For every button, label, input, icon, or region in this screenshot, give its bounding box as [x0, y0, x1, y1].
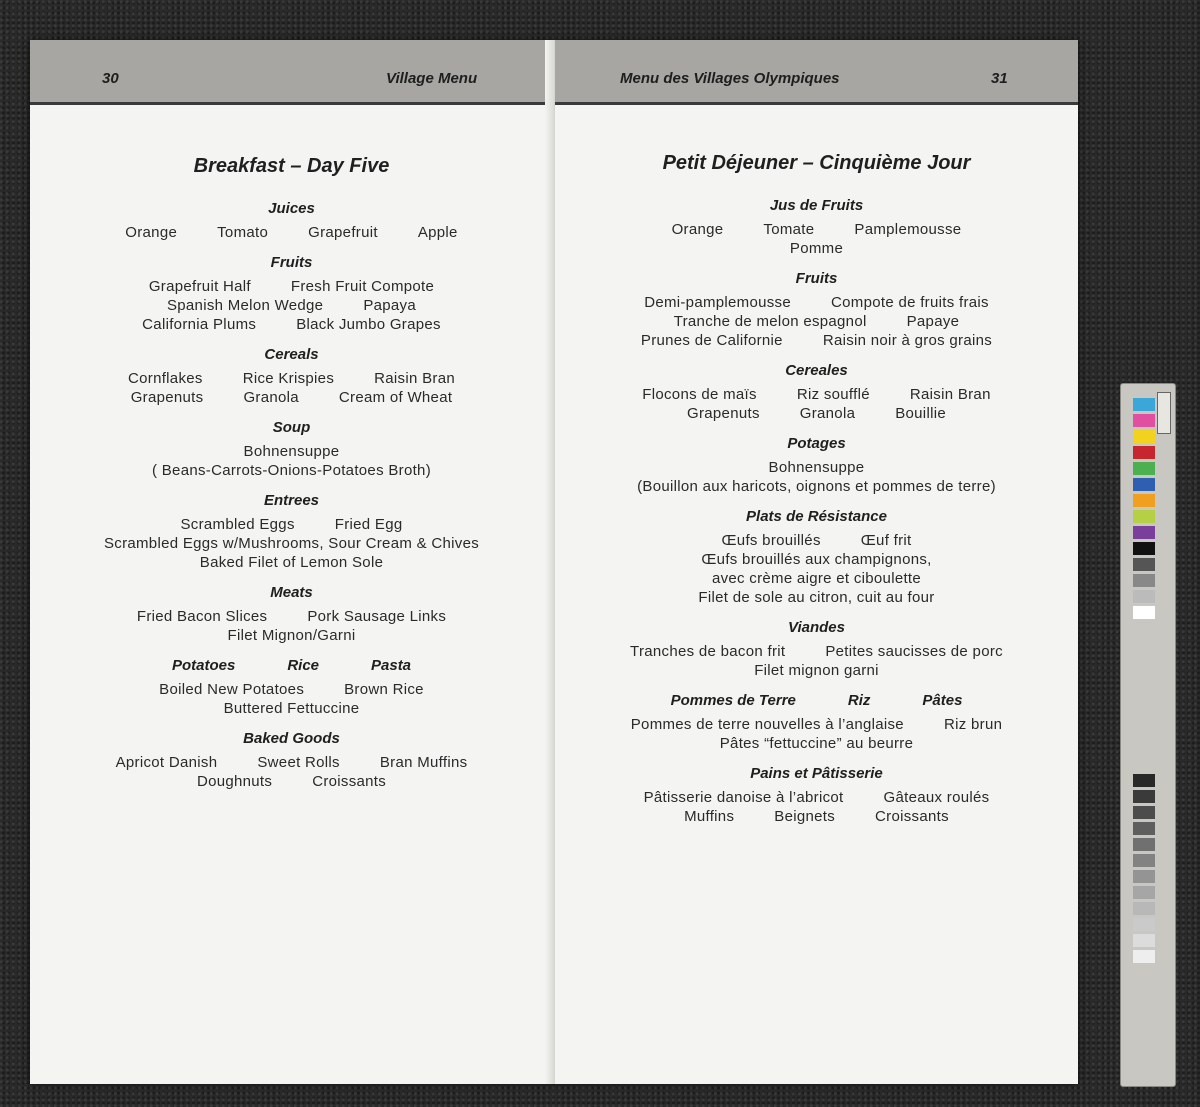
menu-section	[555, 362, 1078, 423]
right-header-band	[555, 40, 1078, 105]
menu-row	[555, 385, 1078, 404]
menu-section	[30, 200, 553, 242]
color-swatch	[1133, 462, 1155, 475]
section-heading: Potages	[787, 435, 846, 452]
menu-item: Bouillie	[895, 405, 946, 422]
menu-section	[555, 197, 1078, 258]
section-heading: Pâtes	[922, 692, 963, 709]
color-swatch	[1133, 478, 1155, 491]
menu-row	[555, 807, 1078, 826]
color-swatch	[1133, 590, 1155, 603]
left-menu-title: Breakfast – Day Five	[193, 155, 390, 177]
menu-item: Buttered Fettuccine	[223, 700, 360, 717]
menu-item: Œuf frit	[860, 532, 912, 549]
menu-item: Filet mignon garni	[754, 662, 879, 679]
color-swatch	[1133, 510, 1155, 523]
section-heading: Fruits	[270, 254, 313, 271]
menu-item: Filet Mignon/Garni	[227, 627, 356, 644]
right-page-number: 31	[991, 70, 1008, 87]
section-heading: Pommes de Terre	[670, 692, 796, 709]
menu-row	[30, 772, 553, 791]
menu-item: Sweet Rolls	[257, 754, 340, 771]
gray-swatch	[1133, 806, 1155, 819]
color-swatch	[1133, 558, 1155, 571]
color-swatch	[1133, 494, 1155, 507]
menu-row	[555, 661, 1078, 680]
menu-item: Grapefruit	[308, 224, 378, 241]
left-page-number: 30	[102, 70, 119, 87]
gray-swatch	[1133, 790, 1155, 803]
menu-section	[555, 435, 1078, 496]
right-menu-title: Petit Déjeuner – Cinquième Jour	[662, 152, 971, 174]
gray-swatch	[1133, 918, 1155, 931]
section-heading: Baked Goods	[243, 730, 340, 747]
menu-row	[555, 477, 1078, 496]
menu-item: Croissants	[875, 808, 949, 825]
menu-item: Demi-pamplemousse	[644, 294, 792, 311]
color-swatch	[1133, 398, 1155, 411]
menu-section	[30, 254, 553, 334]
menu-item: Cornflakes	[128, 370, 203, 387]
card-label	[1157, 392, 1171, 434]
menu-row	[555, 220, 1078, 239]
menu-item: Scrambled Eggs	[180, 516, 295, 533]
menu-row	[30, 626, 553, 645]
menu-item: Bran Muffins	[379, 754, 468, 771]
section-heading: Potatoes	[171, 657, 236, 674]
menu-row	[555, 588, 1078, 607]
menu-item: Petites saucisses de porc	[825, 643, 1003, 660]
section-heading: Rice	[287, 657, 319, 674]
gray-swatch	[1133, 934, 1155, 947]
menu-item: Raisin noir à gros grains	[822, 332, 993, 349]
menu-item: Beignets	[774, 808, 836, 825]
gray-swatch	[1133, 902, 1155, 915]
menu-row	[30, 553, 553, 572]
gray-swatch	[1133, 838, 1155, 851]
menu-item: Pomme	[789, 240, 844, 257]
menu-item: Fried Egg	[334, 516, 403, 533]
menu-row	[555, 239, 1078, 258]
section-heading: Pasta	[371, 657, 412, 674]
menu-section	[555, 508, 1078, 607]
menu-section	[30, 584, 553, 645]
menu-item: avec crème aigre et ciboulette	[711, 570, 922, 587]
left-header-band	[30, 40, 553, 105]
menu-item: Boiled New Potatoes	[159, 681, 305, 698]
menu-row	[30, 534, 553, 553]
menu-item: Muffins	[684, 808, 735, 825]
menu-row	[30, 369, 553, 388]
menu-row	[30, 607, 553, 626]
menu-row	[555, 550, 1078, 569]
gray-swatch	[1133, 774, 1155, 787]
menu-item: Apple	[417, 224, 458, 241]
menu-item: Pâtes “fettuccine” au beurre	[719, 735, 914, 752]
color-swatch	[1133, 526, 1155, 539]
menu-item: Tomato	[217, 224, 269, 241]
menu-item: Granola	[243, 389, 299, 406]
menu-item: Gâteaux roulés	[883, 789, 990, 806]
menu-row	[30, 388, 553, 407]
color-swatch	[1133, 542, 1155, 555]
menu-row	[555, 788, 1078, 807]
menu-item: Grapefruit Half	[148, 278, 251, 295]
menu-row	[555, 569, 1078, 588]
menu-item: California Plums	[142, 316, 257, 333]
menu-item: Pamplemousse	[854, 221, 962, 238]
gray-swatch	[1133, 886, 1155, 899]
menu-section	[30, 346, 553, 407]
menu-item: Flocons de maïs	[642, 386, 757, 403]
section-heading: Plats de Résistance	[746, 508, 887, 525]
color-calibration-card	[1120, 383, 1176, 1087]
menu-item: Pork Sausage Links	[307, 608, 447, 625]
menu-row	[555, 531, 1078, 550]
menu-item: Raisin Bran	[374, 370, 455, 387]
menu-item: Tranche de melon espagnol	[673, 313, 867, 330]
section-heading: Jus de Fruits	[769, 197, 864, 214]
right-page	[555, 40, 1078, 1084]
section-headings	[30, 657, 553, 674]
menu-row	[555, 458, 1078, 477]
menu-item: Prunes de Californie	[640, 332, 783, 349]
section-heading: Pains et Pâtisserie	[750, 765, 883, 782]
menu-row	[30, 277, 553, 296]
menu-item: Rice Krispies	[242, 370, 335, 387]
menu-item: Granola	[799, 405, 856, 422]
menu-row	[555, 331, 1078, 350]
left-menu-content	[30, 155, 553, 801]
menu-item: Croissants	[312, 773, 387, 790]
section-heading: Meats	[270, 584, 313, 601]
menu-section	[30, 492, 553, 572]
menu-item: Œufs brouillés aux champignons,	[701, 551, 932, 568]
menu-section	[555, 270, 1078, 350]
section-heading: Entrees	[263, 492, 320, 509]
menu-row	[555, 715, 1078, 734]
color-swatch	[1133, 606, 1155, 619]
open-booklet	[30, 40, 1078, 1084]
menu-row	[555, 293, 1078, 312]
gray-swatch	[1133, 822, 1155, 835]
left-page	[30, 40, 554, 1084]
menu-item: Papaye	[906, 313, 960, 330]
menu-row	[555, 734, 1078, 753]
menu-row	[30, 223, 553, 242]
menu-row	[30, 699, 553, 718]
color-swatch	[1133, 430, 1155, 443]
section-heading: Cereals	[264, 346, 319, 363]
menu-row	[30, 515, 553, 534]
menu-item: Pâtisserie danoise à l’abricot	[643, 789, 844, 806]
section-headings	[555, 692, 1078, 709]
menu-item: Orange	[671, 221, 724, 238]
right-menu-content	[555, 152, 1078, 836]
baked-goods-section	[555, 765, 1078, 826]
menu-row	[30, 753, 553, 772]
menu-item: Cream of Wheat	[338, 389, 453, 406]
menu-item: Papaya	[363, 297, 417, 314]
menu-item: Scrambled Eggs w/Mushrooms, Sour Cream & Chives	[103, 535, 480, 552]
menu-row	[555, 642, 1078, 661]
menu-item: Fresh Fruit Compote	[290, 278, 435, 295]
menu-row	[30, 442, 553, 461]
potatoes-rice-pasta-section	[555, 692, 1078, 753]
section-heading: Juices	[268, 200, 315, 217]
menu-item: Compote de fruits frais	[831, 294, 989, 311]
section-heading: Fruits	[795, 270, 838, 287]
color-swatch	[1133, 414, 1155, 427]
menu-item: Bohnensuppe	[768, 459, 865, 476]
menu-item: Black Jumbo Grapes	[296, 316, 441, 333]
gray-swatch	[1133, 950, 1155, 963]
menu-row	[30, 680, 553, 699]
menu-item: Spanish Melon Wedge	[166, 297, 324, 314]
gray-swatch	[1133, 870, 1155, 883]
menu-item: Brown Rice	[344, 681, 424, 698]
menu-item: ( Beans-Carrots-Onions-Potatoes Broth)	[151, 462, 431, 479]
menu-item: Baked Filet of Lemon Sole	[199, 554, 384, 571]
color-swatch	[1133, 446, 1155, 459]
menu-item: Grapenuts	[687, 405, 760, 422]
menu-row	[555, 404, 1078, 423]
menu-item: (Bouillon aux haricots, oignons et pommes de terre)	[637, 478, 996, 495]
gray-swatch	[1133, 854, 1155, 867]
menu-item: Grapenuts	[130, 389, 204, 406]
menu-row	[555, 312, 1078, 331]
menu-item: Raisin Bran	[909, 386, 991, 403]
menu-item: Œufs brouillés	[721, 532, 821, 549]
menu-item: Orange	[125, 224, 178, 241]
left-header-title: Village Menu	[386, 70, 478, 87]
menu-item: Riz brun	[943, 716, 1003, 733]
section-heading: Cereales	[785, 362, 848, 379]
section-heading: Soup	[272, 419, 311, 436]
potatoes-rice-pasta-section	[30, 657, 553, 718]
right-header-title: Menu des Villages Olympiques	[620, 70, 840, 87]
menu-item: Apricot Danish	[115, 754, 218, 771]
baked-goods-section	[30, 730, 553, 791]
menu-item: Bohnensuppe	[243, 443, 340, 460]
menu-item: Fried Bacon Slices	[136, 608, 268, 625]
menu-row	[30, 461, 553, 480]
section-heading: Viandes	[788, 619, 845, 636]
color-swatch	[1133, 574, 1155, 587]
menu-item: Pommes de terre nouvelles à l’anglaise	[630, 716, 904, 733]
menu-row	[30, 315, 553, 334]
menu-row	[30, 296, 553, 315]
menu-item: Tranches de bacon frit	[630, 643, 786, 660]
section-heading: Riz	[847, 692, 871, 709]
menu-item: Doughnuts	[196, 773, 273, 790]
menu-section	[555, 619, 1078, 680]
menu-section	[30, 419, 553, 480]
menu-item: Riz soufflé	[796, 386, 870, 403]
menu-item: Tomate	[763, 221, 815, 238]
menu-item: Filet de sole au citron, cuit au four	[698, 589, 935, 606]
